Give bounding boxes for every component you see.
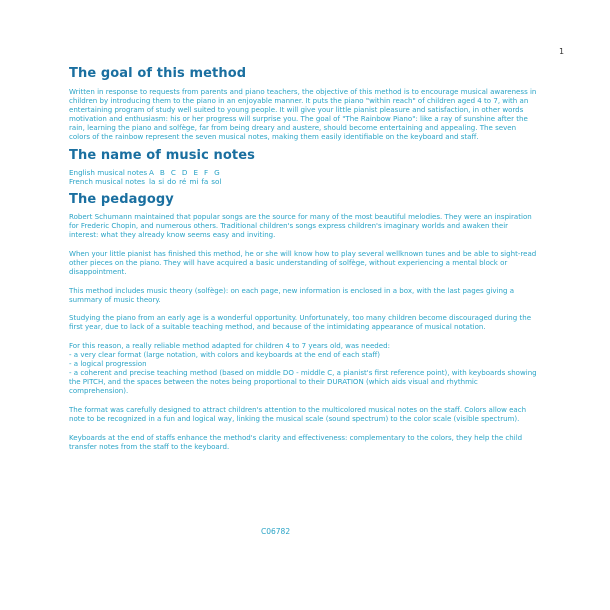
french-notes-values bbox=[149, 177, 224, 186]
french-note: do bbox=[167, 176, 177, 186]
page-number: 1 bbox=[559, 47, 565, 56]
pedagogy-paragraph: The format was carefully designed to attract children's attention to the multicolored musical notes on the staff. Colors allow each note to be recognized in a fun and logical way, linking the musical scale (sound spectrum) to the color scale (visible spectrum). bbox=[69, 404, 527, 424]
french-note: ré bbox=[179, 176, 187, 186]
english-notes-values bbox=[149, 168, 226, 177]
english-note: E bbox=[193, 167, 198, 177]
french-notes-label: French musical notes bbox=[69, 176, 146, 186]
pedagogy-paragraph: For this reason, a really reliable method adapted for children 4 to 7 years old, was needed: - a very clear format (large notation, with colors and keyboards at the end of each staff) - a logical progression - a coherent and precise teaching method (based on middle DO - middle C, a pianist's first reference point), with keyboards showing the PITCH, and the spaces between the notes being proportional to their DURATION (which aids visual and rhythmic comprehension). bbox=[69, 340, 537, 396]
pedagogy-paragraph: Keyboards at the end of staffs enhance the method's clarity and effectiveness: complementary to the colors, they help the child transfer notes from the staff to the keyboard. bbox=[69, 432, 523, 451]
pedagogy-paragraph: This method includes music theory (solfège): on each page, new information is enclosed in a box, with the last pages giving a summary of music theory. bbox=[69, 285, 515, 304]
section-title-pedagogy: The pedagogy bbox=[69, 191, 174, 207]
french-note: si bbox=[158, 176, 165, 186]
french-note: la bbox=[149, 176, 156, 186]
english-note: F bbox=[203, 167, 209, 177]
english-notes-label: English musical notes bbox=[69, 167, 148, 177]
french-note: mi bbox=[189, 176, 199, 186]
note-names-table bbox=[69, 168, 539, 186]
document-body bbox=[69, 66, 539, 460]
english-note: A bbox=[149, 167, 154, 177]
french-notes-row bbox=[69, 177, 539, 186]
english-note: G bbox=[214, 167, 220, 177]
french-note: fa bbox=[201, 176, 209, 186]
english-note: C bbox=[170, 167, 176, 177]
pedagogy-paragraph: Robert Schumann maintained that popular songs are the source for many of the most beautiful melodies. They were an inspiration for Frederic Chopin, and numerous others. Traditional children's songs express children's imaginary worlds and awaken their interest: what they already know seems easy and inviting. bbox=[69, 211, 532, 240]
pedagogy-paragraph: Studying the piano from an early age is a wonderful opportunity. Unfortunately, too many children become discouraged during the first year, due to lack of a suitable teaching method, and because of the intimidating appearance of musical notation. bbox=[69, 313, 532, 332]
section-title-note-names: The name of music notes bbox=[69, 147, 255, 163]
goal-paragraph: Written in response to requests from parents and piano teachers, the objective of this method is to encourage musical awareness in children by introducing them to the piano in an enjoyable manner. It puts the piano "within reach" of children aged 4 to 7, with an entertaining program of study well suited to young people. It will give your little pianist pleasure and satisfaction, in other words motivation and enthusiasm: his or her progress will surprise you. The goal of "The Rainbow Piano": like a ray of sunshine after the rain, learning the piano and solfège, far from being dreary and austere, should become entertaining and appealing. The seven colors of the rainbow represent the seven musical notes, making them easily identifiable on the keyboard and staff. bbox=[69, 87, 537, 142]
pedagogy-paragraph: When your little pianist has finished this method, he or she will know how to play several wellknown tunes and be able to sight-read other pieces on the piano. They will have acquired a basic understanding of solfège, without experiencing a mental block or disappointment. bbox=[69, 248, 537, 276]
french-note: sol bbox=[211, 176, 222, 186]
english-note: B bbox=[159, 167, 165, 177]
english-note: D bbox=[181, 167, 188, 177]
english-notes-row bbox=[69, 168, 539, 177]
section-title-goal: The goal of this method bbox=[69, 66, 247, 81]
catalog-code: C06782 bbox=[261, 527, 291, 536]
